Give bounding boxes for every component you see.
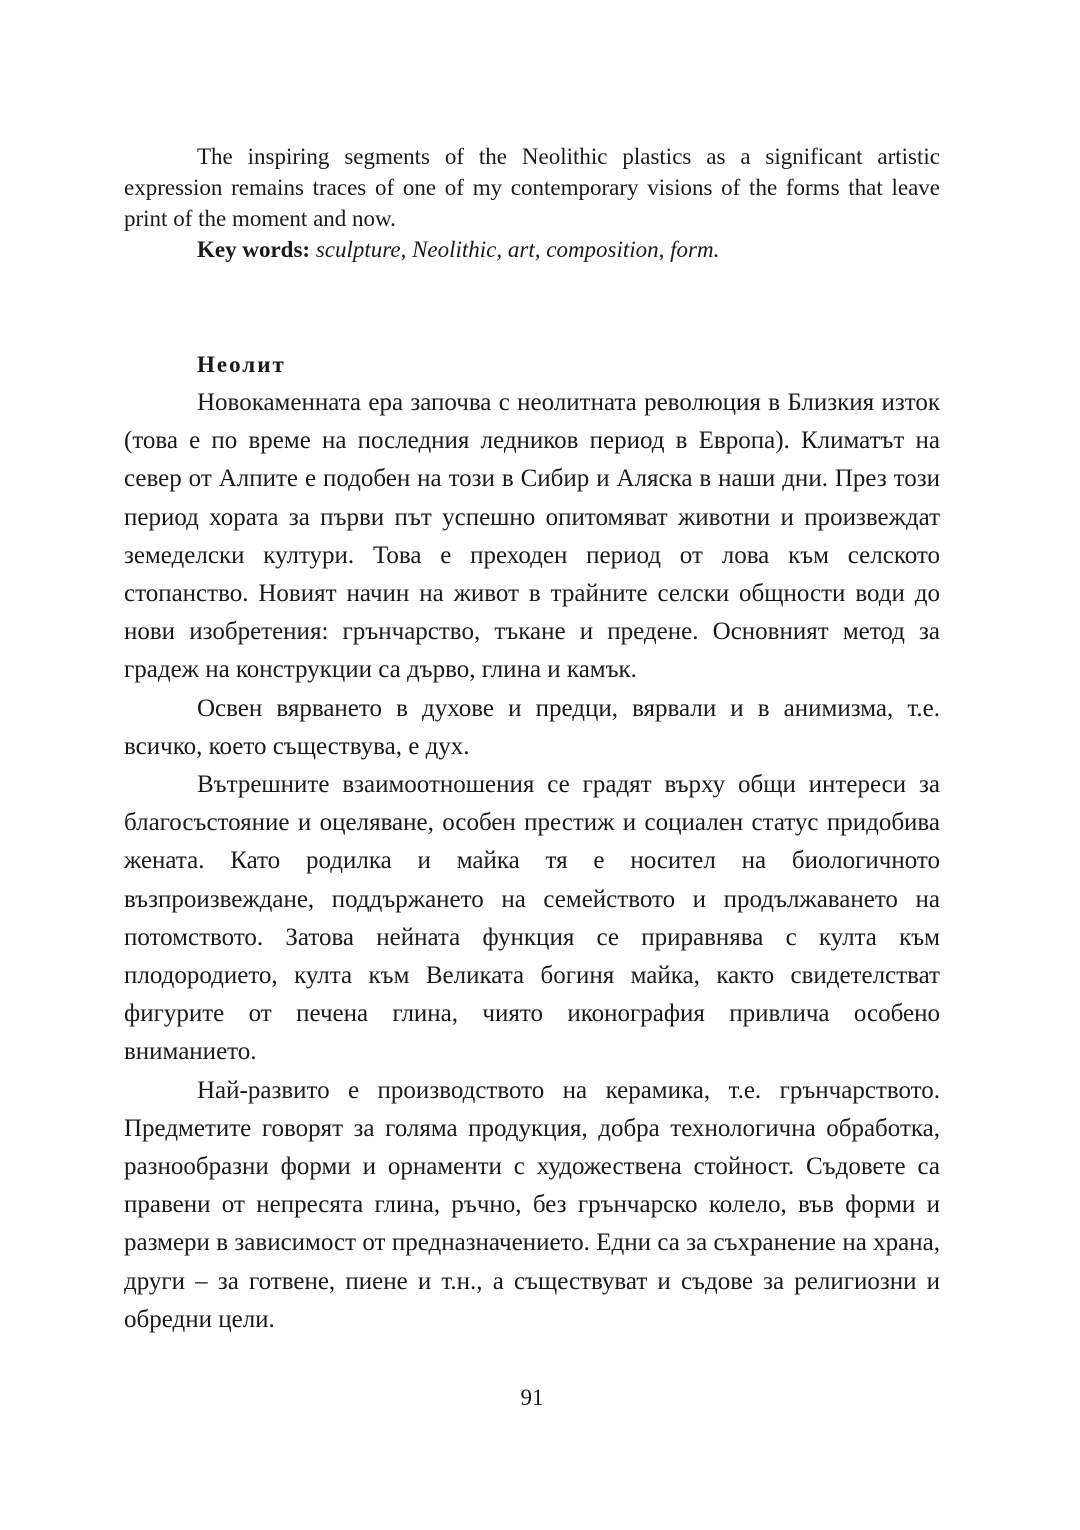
keywords-text: sculpture, Neolithic, art, composition, form.	[310, 237, 720, 262]
section-heading: Неолит	[197, 352, 286, 377]
document-page	[124, 0, 940, 1530]
section-neolithic	[124, 346, 940, 1339]
body-paragraph: Вътрешните взаимоотношения се градят върху общи интереси за благосъстояние и оцеляване, особен престиж и социален статус придобива жената. Като родилка и майка тя е носител на биологичното възпроизвеждане, поддържането на семейството и продължаването на потомството. Затова нейната функция се приравнява с култа към плодородието, култа към Великата богиня майка, както свидетелстват фигурите от печена глина, чиято иконография привлича особено вниманието.	[124, 771, 940, 1066]
page-number: 91	[520, 1385, 544, 1410]
body-paragraph: Най-развито е производството на керамика, т.е. грънчарството. Предметите говорят за голяма продукция, добра технологична обработка, разнообразни форми и орнаменти с художествена стойност. Съдовете са правени от непресята глина, ръчно, без грънчарско колело, във форми и размери в зависимост от предназначението. Едни са за съхранение на храна, други – за готвене, пиене и т.н., а съществуват и съдове за религиозни и обредни цели.	[124, 1076, 940, 1333]
body-paragraph: Новокаменната ера започва с неолитната революция в Близкия изток (това е по време на последния ледников период в Европа). Климатът на север от Алпите е подобен на този в Сибир и Аляска в наши дни. През този период хората за първи път успешно опитомяват животни и произвеждат земеделски култури. Това е преходен период от лова към селското стопанство. Новият начин на живот в трайните селски общности води до нови изобретения: грънчарство, тъкане и предене. Основният метод за градеж на конструкции са дърво, глина и камък.	[124, 389, 940, 684]
abstract-paragraph: The inspiring segments of the Neolithic plastics as a significant artistic expression remains traces of one of my contemporary visions of the forms that leave print of the moment and now.	[124, 144, 940, 231]
keywords-line	[124, 234, 940, 265]
keywords-label: Key words:	[197, 237, 311, 262]
body-paragraph: Освен вярването в духове и предци, вярвали и в анимизма, т.е. всичко, което съществува, е дух.	[124, 694, 940, 760]
abstract-block	[124, 141, 940, 265]
